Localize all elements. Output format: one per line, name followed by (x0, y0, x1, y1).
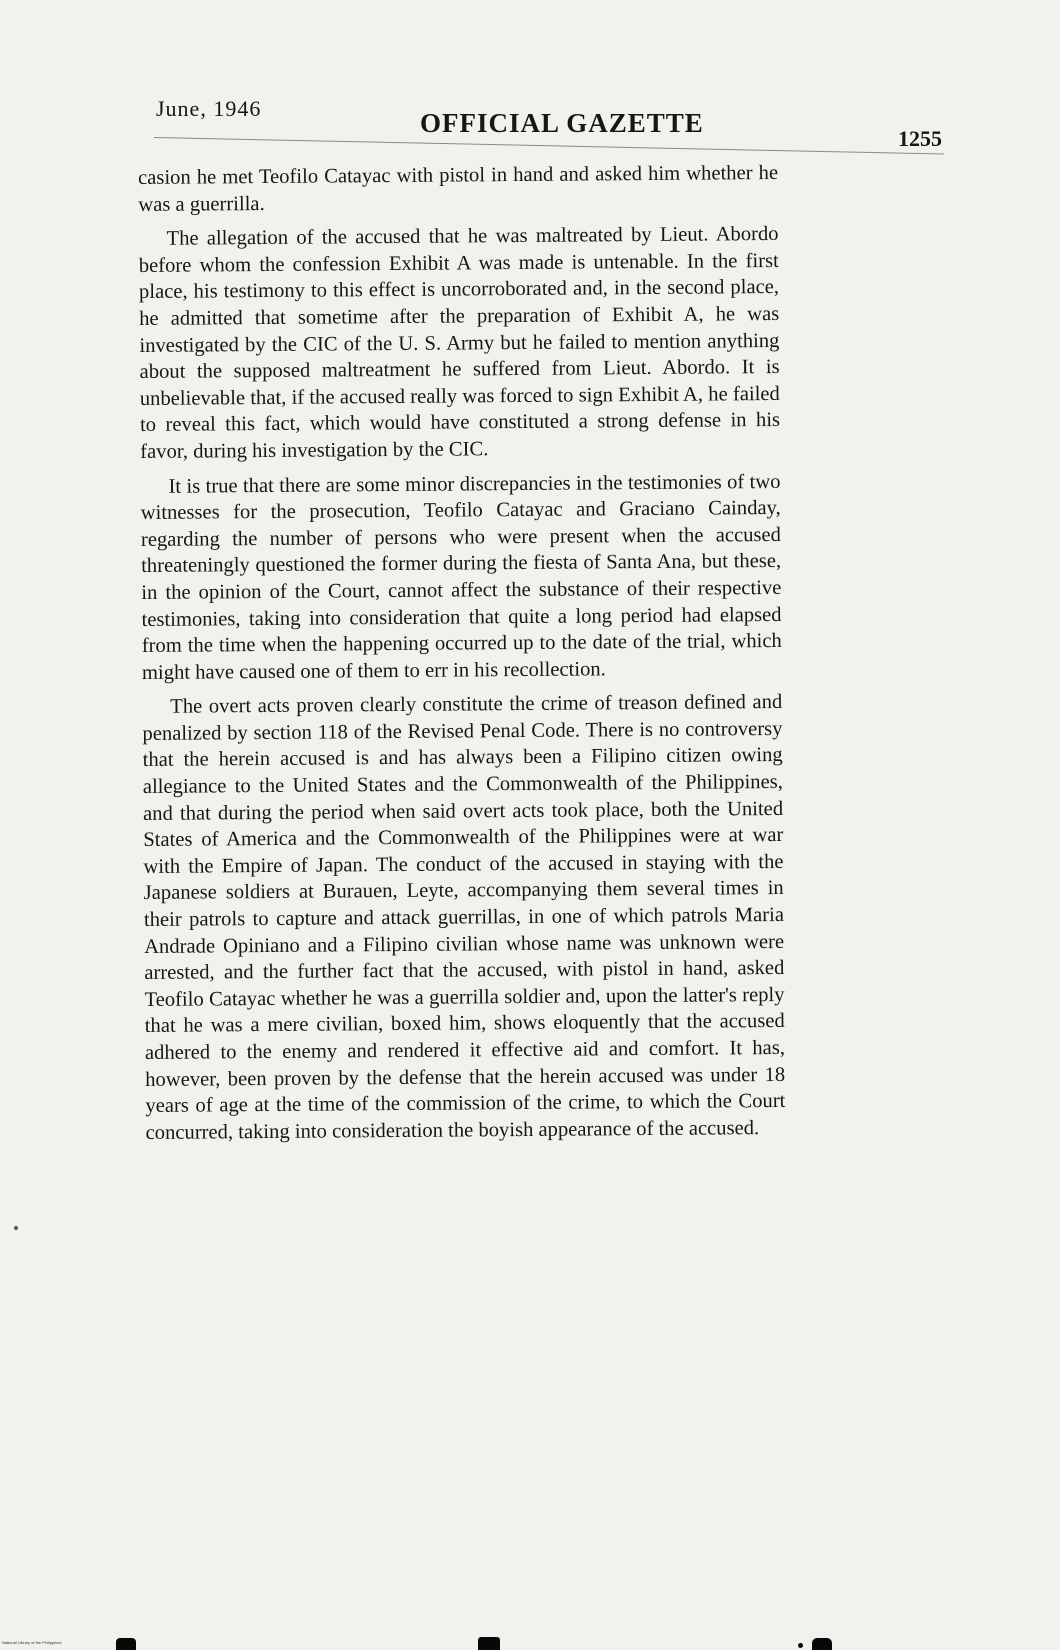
paragraph-witness-discrepancies: It is true that there are some minor discrepancies in the testimonies of two witnesses for the prosecution, Teofilo Catayac and Graciano Cainday, regarding the number of persons who were present when the accused threateningly questioned the former during the fiesta of Santa Ana, but these, in the opinion of the Court, cannot affect the substance of their respective testimonies, taking into consideration that quite a long period had elapsed from the time when the happening occurred up to the date of the trial, which might have caused one of them to err in his recollection. (140, 470, 782, 684)
binding-mark (798, 1643, 803, 1648)
header-date: June, 1946 (156, 96, 262, 121)
paragraph-continuation: casion he met Teofilo Catayac with pistol in hand and asked him whether he was a guerrilla. (138, 161, 779, 216)
publication-title: OFFICIAL GAZETTE (420, 108, 704, 138)
scan-footer-note: National Library of the Philippines (2, 1640, 62, 1645)
binding-mark (116, 1638, 136, 1650)
scan-speck (14, 1226, 18, 1230)
paragraph-maltreatment-allegation: The allegation of the accused that he was maltreated by Lieut. Abordo before whom the confession Exhibit A was made is untenable. In the first place, his testimony to this effect is uncorroborated and, in the second place, he admitted that sometime after the preparation of Exhibit A, he was investigated by the CIC of the U. S. Army but he failed to mention anything about the supposed maltreatment he suffered from Lieut. Abordo. It is unbelievable that, if the accused really was forced to sign Exhibit A, he failed to reveal this fact, which would have constituted a strong defense in his favor, during his investigation by the CIC. (138, 223, 781, 463)
binding-mark (812, 1638, 832, 1650)
binding-mark (478, 1637, 500, 1650)
paragraph-treason-findings: The overt acts proven clearly constitute the crime of treason defined and penalized by section 118 of the Revised Penal Code. There is no controversy that the herein accused is and has always been a Filipino citizen owing allegiance to the United States and the Commonwealth of the Philippines, and that during the period when said overt acts took place, both the United States of America and the Commonwealth of the Philippines were at war with the Empire of Japan. The conduct of the accused in staying with the Japanese soldiers at Burauen, Leyte, accompanying them several times in their patrols to capture and attack guerrillas, in one of which patrols Maria Andrade Opiniano and a Filipino civilian whose name was unknown were arrested, and the further fact that the accused, with pistol in hand, asked Teofilo Catayac whether he was a guerrilla soldier and, upon the latter's reply that he was a mere civilian, boxed him, shows eloquently that the accused adhered to the enemy and rendered it effective aid and comfort. It has, however, been proven by the defense that the herein accused was under 18 years of age at the time of the commission of the crime, to which the Court concurred, taking into consideration the boyish appearance of the accused. (142, 691, 786, 1144)
page-number: 1255 (898, 126, 942, 151)
body-text (138, 160, 786, 1146)
